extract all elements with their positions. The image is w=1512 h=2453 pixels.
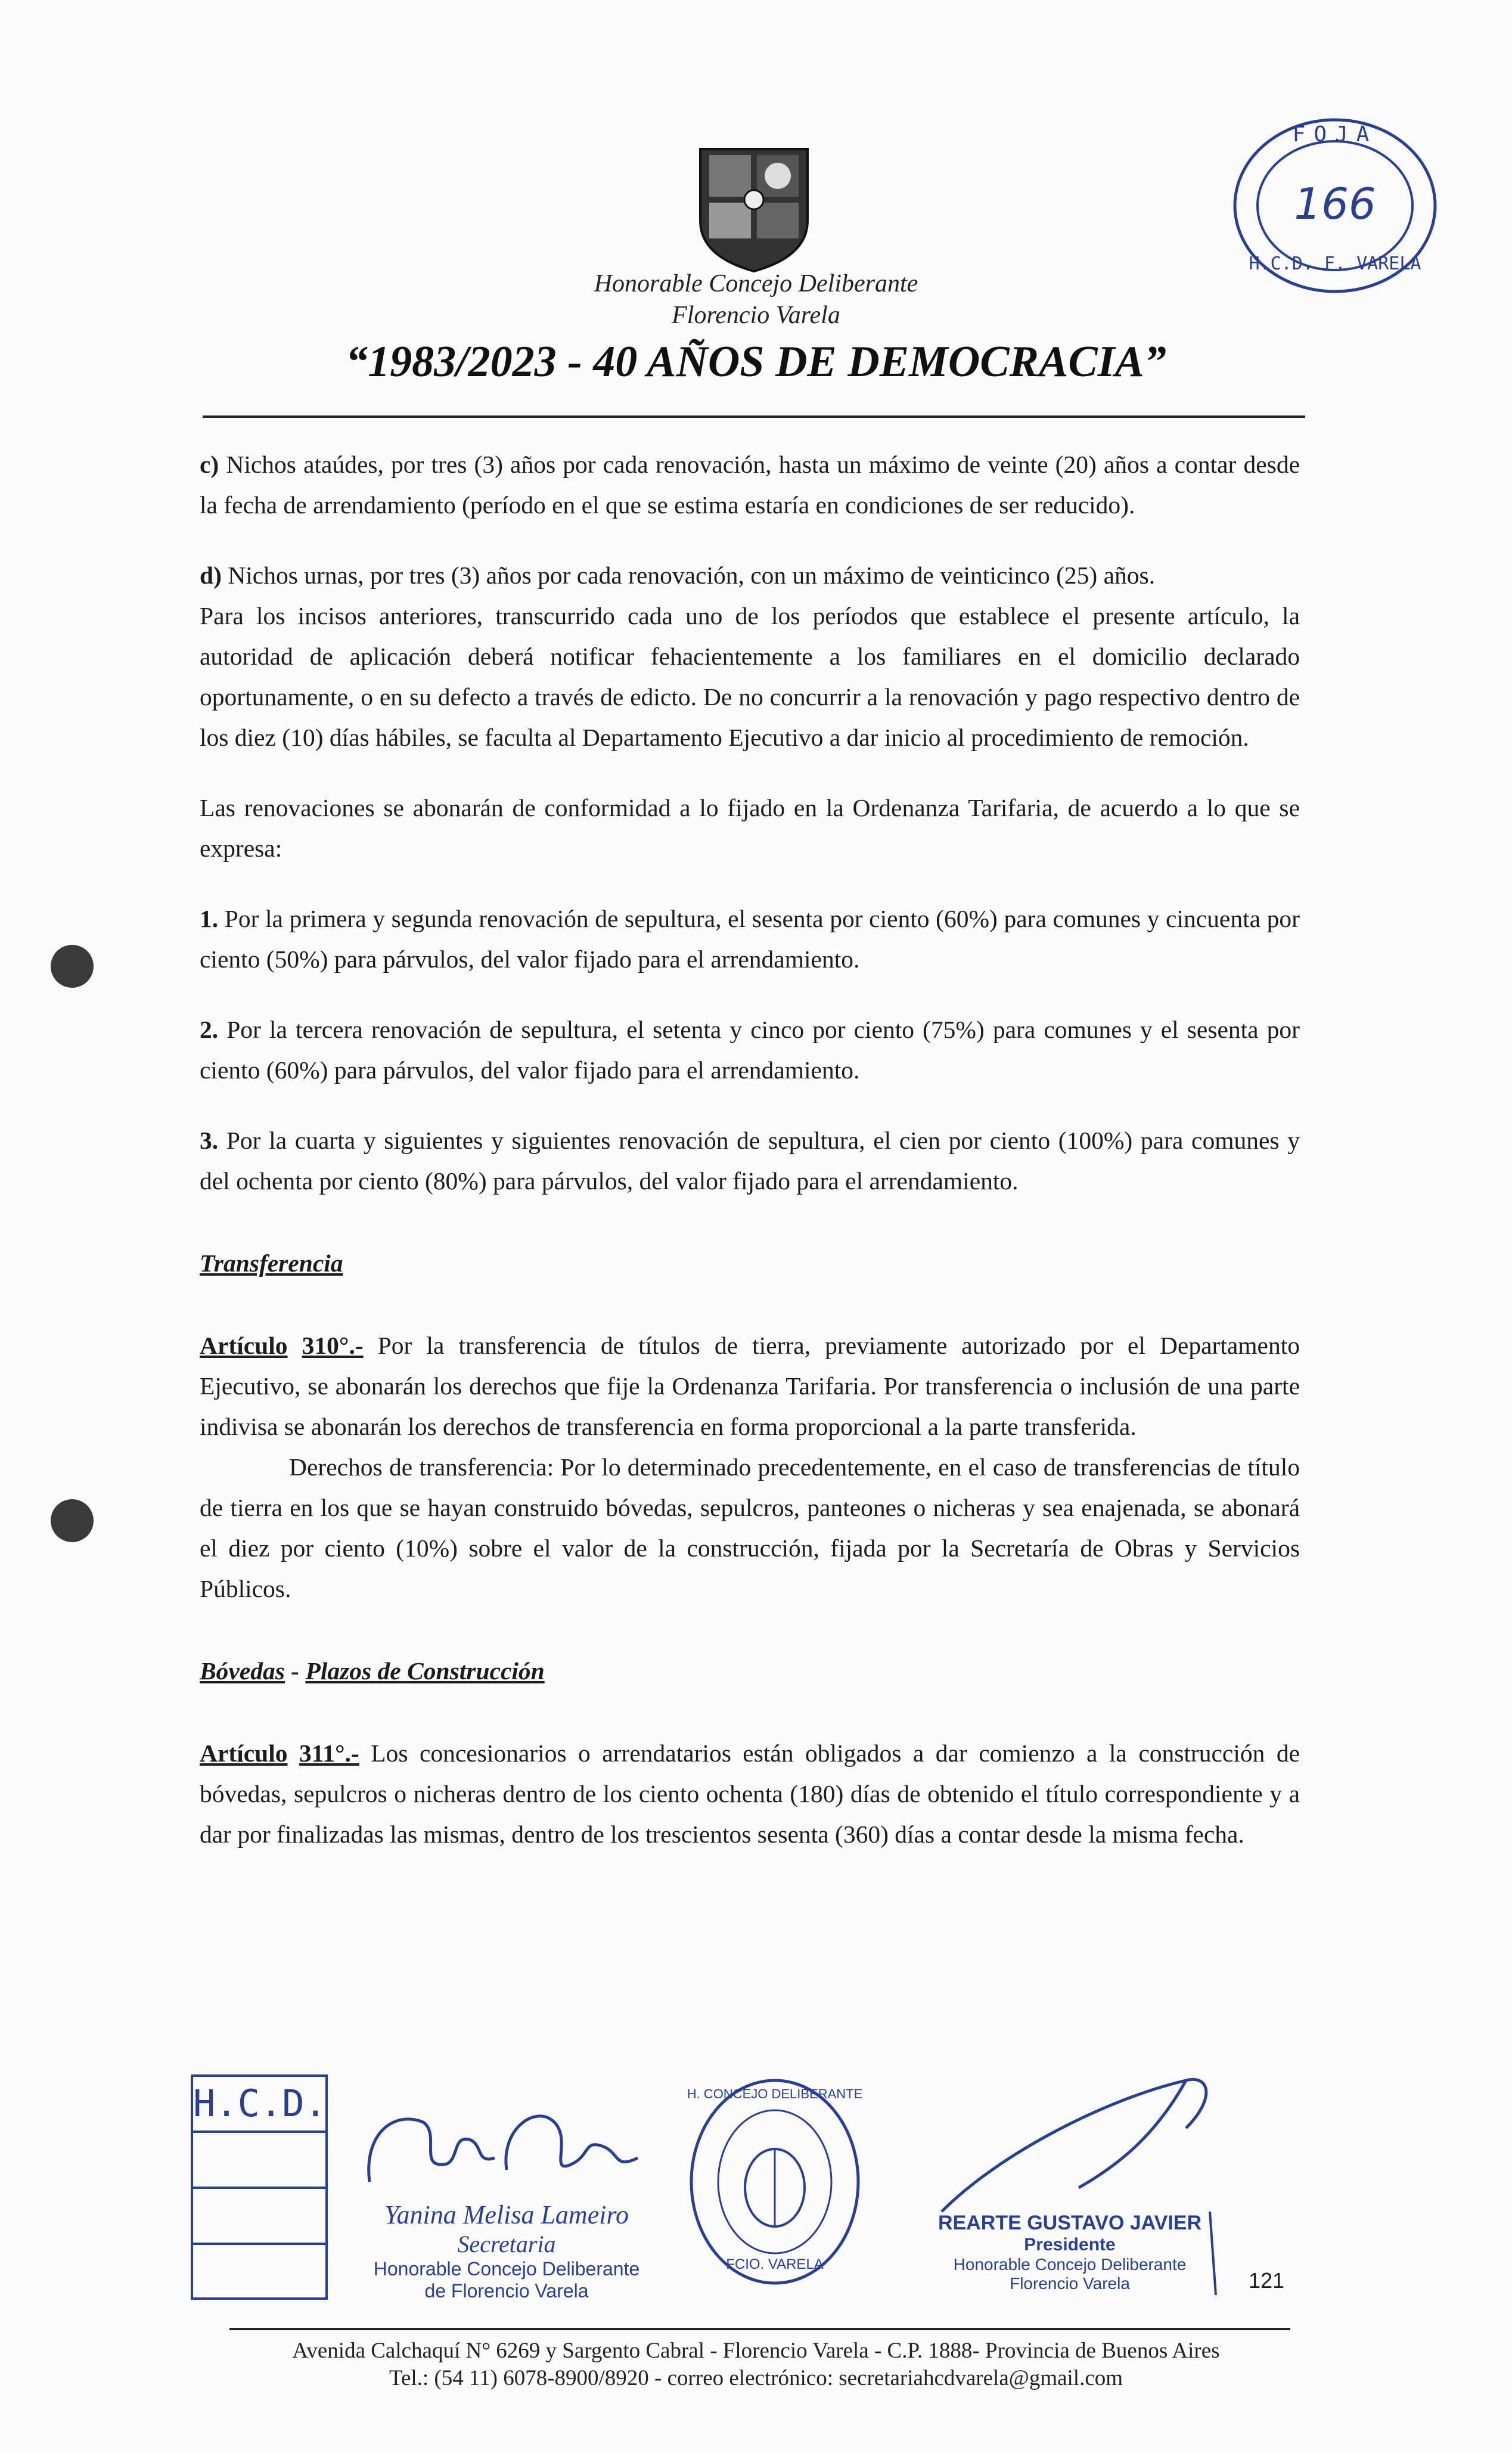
footer-rule	[229, 2328, 1290, 2330]
article-number: 311°.-	[299, 1739, 359, 1767]
section-heading-transferencia	[200, 1243, 1300, 1283]
article-text: Los concesionarios o arrendatarios están obligados a dar comienzo a la construcción de bóvedas, sepulcros o nicheras dentro de los ciento ochenta (180) días de obtenido el título correspondiente y a dar por finalizadas las mismas, dentro de los trescientos sesenta (360) días a contar desde la misma fecha.	[200, 1739, 1300, 1848]
hcd-box-title: H.C.D.	[193, 2077, 325, 2133]
council-seal	[685, 2074, 864, 2289]
seal-bottom-text: FCIO. VARELA	[726, 2256, 824, 2272]
secretary-role: Secretaria	[457, 2231, 556, 2257]
president-signature-block	[930, 2212, 1210, 2293]
paragraph-incisos: Para los incisos anteriores, transcurrido cada uno de los períodos que establece el presente artículo, la autoridad de aplicación deberá notificar fehacientemente a los familiares en el domicilio declarado oportunamente, o en su defecto a través de edicto. De no concurrir a la renovación y pago respectivo dentro de los diez (10) días hábiles, se faculta al Departamento Ejecutivo a dar inicio al procedimiento de remoción.	[200, 602, 1300, 751]
article-number: 310°.-	[302, 1332, 364, 1359]
binder-hole	[51, 945, 94, 988]
hcd-box-cell	[193, 2133, 325, 2189]
document-body	[200, 444, 1300, 1855]
item-text: Nichos urnas, por tres (3) años por cada renovación, con un máximo de veinticinco (25) años.	[221, 562, 1156, 589]
secretary-signature-block	[352, 2200, 662, 2302]
item-text: Nichos ataúdes, por tres (3) años por cada renovación, hasta un máximo de veinte (20) años a contar desde la fecha de arrendamiento (período en el que se estima estaría en condiciones de ser reducido).	[200, 451, 1300, 519]
heading-text-b: Plazos de Construcción	[305, 1657, 545, 1685]
foja-stamp	[1231, 116, 1439, 295]
item-label: 2.	[200, 1016, 219, 1043]
secretary-name: Yanina Melisa Lameiro	[384, 2200, 629, 2229]
article-text: Por la transferencia de títulos de tierra, previamente autorizado por el Departamento Ejecutivo, se abonarán los derechos que fije la Ordenanza Tarifaria. Por transferencia o inclusión de una parte indivisa se abonarán los derechos de transferencia en forma proporcional a la parte transferida.	[200, 1332, 1300, 1440]
heading-text-a: Bóvedas	[200, 1657, 285, 1685]
item-label: 1.	[200, 905, 219, 932]
secretary-city: de Florencio Varela	[424, 2280, 589, 2302]
section-heading-bovedas	[200, 1651, 1300, 1691]
secretary-signature-scribble	[358, 2098, 667, 2206]
president-org: Honorable Concejo Deliberante	[953, 2255, 1187, 2274]
item-text: Por la cuarta y siguientes y siguientes renovación de sepultura, el cien por ciento (100%) para comunes y del ochenta por ciento (80%) para párvulos, del valor fijado para el arrendamiento.	[200, 1127, 1300, 1195]
paragraph-d	[200, 555, 1300, 596]
foja-top-text: FOJA	[1292, 122, 1378, 147]
democracy-motto: “1983/2023 - 40 AÑOS DE DEMOCRACIA”	[346, 337, 1166, 386]
institution-name: Honorable Concejo Deliberante	[594, 270, 918, 297]
item-text: Por la tercera renovación de sepultura, el setenta y cinco por ciento (75%) para comunes y el sesenta por ciento (60%) para párvulos, del valor fijado para el arrendamiento.	[200, 1016, 1300, 1084]
hcd-initials-box	[191, 2074, 328, 2300]
secretary-org: Honorable Concejo Deliberante	[373, 2258, 640, 2280]
list-item-1	[200, 898, 1300, 979]
paragraph-derechos: Derechos de transferencia: Por lo determinado precedentemente, en el caso de transferencias de título de tierra en los que se hayan construido bóvedas, sepulcros, panteones o nicheras y sea enajenada, se abonará el diez por ciento (10%) sobre el valor de la construcción, fijada por la Secretaría de Obras y Servicios Públicos.	[200, 1453, 1300, 1602]
municipal-crest-logo	[691, 137, 816, 274]
footer-address: Avenida Calchaquí N° 6269 y Sargento Cabral - Florencio Varela - C.P. 1888- Provincia de Buenos Aires	[292, 2339, 1220, 2363]
footer-contact: Tel.: (54 11) 6078-8900/8920 - correo electrónico: secretariahcdvarela@gmail.com	[389, 2366, 1123, 2390]
foja-number: 166	[1294, 179, 1376, 229]
hcd-box-cell	[193, 2245, 325, 2299]
paragraph-renovaciones: Las renovaciones se abonarán de conformidad a lo fijado en la Ordenanza Tarifaria, de acuerdo a lo que se expresa:	[200, 794, 1300, 862]
article-311	[200, 1733, 1300, 1855]
article-label: Artículo	[200, 1332, 288, 1359]
heading-text: Transferencia	[200, 1249, 343, 1277]
paragraph-c	[200, 444, 1300, 525]
hcd-box-cell	[193, 2189, 325, 2245]
binder-hole	[51, 1499, 94, 1542]
header-rule	[203, 415, 1305, 418]
president-city: Florencio Varela	[1010, 2274, 1130, 2293]
item-label: d)	[200, 562, 222, 589]
president-name: REARTE GUSTAVO JAVIER	[937, 2212, 1202, 2234]
heading-separator: -	[284, 1657, 306, 1685]
article-310	[200, 1325, 1300, 1447]
item-label: 3.	[200, 1127, 219, 1154]
article-label: Artículo	[200, 1739, 288, 1767]
city-name: Florencio Varela	[672, 302, 840, 329]
item-label: c)	[200, 451, 219, 478]
foja-bottom-text: H.C.D. F. VARELA	[1249, 253, 1421, 274]
seal-text: H. CONCEJO DELIBERANTE	[687, 2086, 863, 2101]
list-item-2	[200, 1009, 1300, 1090]
item-text: Por la primera y segunda renovación de sepultura, el sesenta por ciento (60%) para comunes y cincuenta por ciento (50%) para párvulos, del valor fijado para el arrendamiento.	[200, 905, 1300, 973]
president-role: Presidente	[1024, 2235, 1116, 2254]
list-item-3	[200, 1120, 1300, 1201]
page-number: 121	[1249, 2268, 1285, 2293]
